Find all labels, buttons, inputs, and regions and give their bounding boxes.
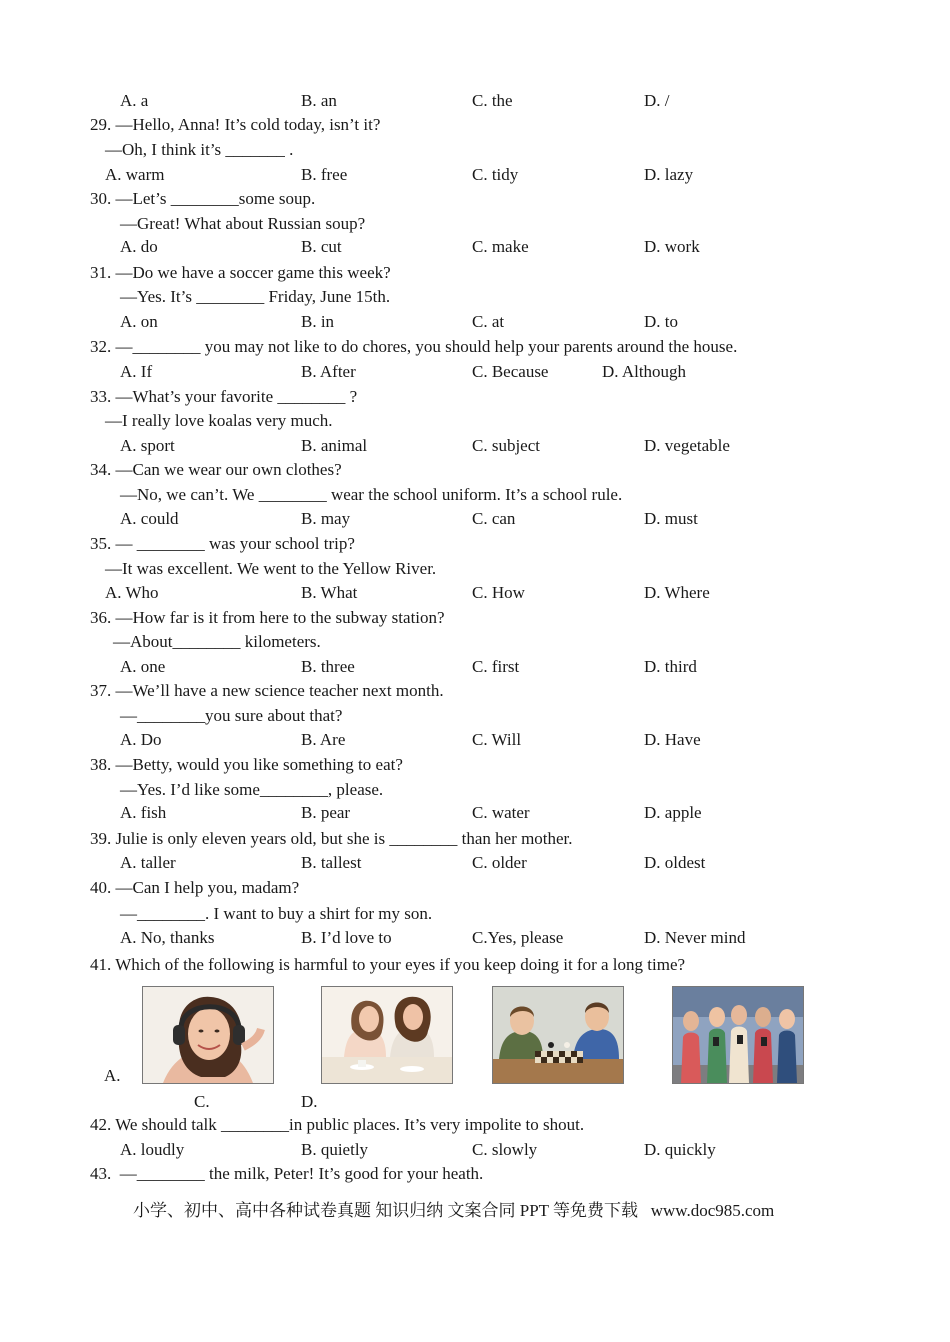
q38-reply: —Yes. I’d like some________, please. bbox=[120, 780, 384, 799]
q29-stem: 29. —Hello, Anna! It’s cold today, isn’t it? bbox=[90, 115, 381, 134]
q34-option-c: C. can bbox=[472, 509, 516, 528]
q30-option-d: D. work bbox=[644, 237, 700, 256]
headphones-photo bbox=[142, 986, 274, 1084]
q38-stem: 38. —Betty, would you like something to eat? bbox=[90, 755, 403, 774]
q34-option-d: D. must bbox=[644, 509, 698, 528]
q35-option-b: B. What bbox=[301, 583, 358, 602]
q41-option-d: D. bbox=[301, 1092, 318, 1111]
q41-option-a: A. bbox=[104, 1066, 121, 1085]
q36-reply: —About________ kilometers. bbox=[113, 632, 321, 651]
q29-option-d: D. lazy bbox=[644, 165, 694, 184]
q40-option-a: A. No, thanks bbox=[120, 928, 215, 947]
q28-option-c: C. the bbox=[472, 91, 513, 110]
phones-crowd-photo bbox=[672, 986, 804, 1084]
q33-option-d: D. vegetable bbox=[644, 436, 730, 455]
q34-option-a: A. could bbox=[120, 509, 179, 528]
q39-option-a: A. taller bbox=[120, 853, 176, 872]
q32-stem: 32. —________ you may not like to do chores, you should help your parents around the house. bbox=[90, 337, 738, 356]
q30-option-c: C. make bbox=[472, 237, 529, 256]
q37-option-d: D. Have bbox=[644, 730, 701, 749]
q33-option-c: C. subject bbox=[472, 436, 540, 455]
q32-option-a: A. If bbox=[120, 362, 153, 381]
q36-option-d: D. third bbox=[644, 657, 697, 676]
q34-option-b: B. may bbox=[301, 509, 351, 528]
q33-option-a: A. sport bbox=[120, 436, 175, 455]
q32-option-c: C. Because bbox=[472, 362, 549, 381]
q31-option-d: D. to bbox=[644, 312, 678, 331]
q40-reply: —________. I want to buy a shirt for my son. bbox=[120, 904, 433, 923]
q34-reply: —No, we can’t. We ________ wear the school uniform. It’s a school rule. bbox=[120, 485, 623, 504]
q42-stem: 42. We should talk ________in public places. It’s very impolite to shout. bbox=[90, 1115, 585, 1134]
q29-reply: —Oh, I think it’s _______ . bbox=[105, 140, 294, 159]
q30-option-a: A. do bbox=[120, 237, 158, 256]
q33-stem: 33. —What’s your favorite ________ ? bbox=[90, 387, 358, 406]
q40-option-c: C.Yes, please bbox=[472, 928, 564, 947]
q41-option-c: C. bbox=[194, 1092, 210, 1111]
q40-stem: 40. —Can I help you, madam? bbox=[90, 878, 300, 897]
q38-option-d: D. apple bbox=[644, 803, 702, 822]
q36-stem: 36. —How far is it from here to the subway station? bbox=[90, 608, 445, 627]
page-footer: 小学、初中、高中各种试卷真题 知识归纳 文案合同 PPT 等免费下载 www.doc985.com bbox=[133, 1201, 775, 1220]
q29-option-a: A. warm bbox=[105, 165, 165, 184]
q38-option-b: B. pear bbox=[301, 803, 351, 822]
q36-option-b: B. three bbox=[301, 657, 355, 676]
q37-option-b: B. Are bbox=[301, 730, 346, 749]
q35-stem: 35. — ________ was your school trip? bbox=[90, 534, 355, 553]
q38-option-c: C. water bbox=[472, 803, 530, 822]
q28-option-a: A. a bbox=[120, 91, 149, 110]
q28-option-d: D. / bbox=[644, 91, 670, 110]
q39-stem: 39. Julie is only eleven years old, but she is ________ than her mother. bbox=[90, 829, 573, 848]
q42-option-a: A. loudly bbox=[120, 1140, 185, 1159]
q31-stem: 31. —Do we have a soccer game this week? bbox=[90, 263, 391, 282]
q37-option-a: A. Do bbox=[120, 730, 162, 749]
q33-option-b: B. animal bbox=[301, 436, 368, 455]
q30-option-b: B. cut bbox=[301, 237, 342, 256]
q29-option-c: C. tidy bbox=[472, 165, 519, 184]
q42-option-c: C. slowly bbox=[472, 1140, 538, 1159]
q40-option-b: B. I’d love to bbox=[301, 928, 392, 947]
q30-stem: 30. —Let’s ________some soup. bbox=[90, 189, 316, 208]
q32-option-b: B. After bbox=[301, 362, 356, 381]
q35-option-c: C. How bbox=[472, 583, 525, 602]
q32-option-d: D. Although bbox=[602, 362, 687, 381]
girls-chatting-photo bbox=[321, 986, 453, 1084]
q37-stem: 37. —We’ll have a new science teacher next month. bbox=[90, 681, 444, 700]
q37-option-c: C. Will bbox=[472, 730, 522, 749]
q31-option-c: C. at bbox=[472, 312, 505, 331]
boys-chess-photo bbox=[492, 986, 624, 1084]
q42-option-b: B. quietly bbox=[301, 1140, 369, 1159]
q37-reply: —________you sure about that? bbox=[120, 706, 343, 725]
q35-option-d: D. Where bbox=[644, 583, 710, 602]
q29-option-b: B. free bbox=[301, 165, 348, 184]
q31-reply: —Yes. It’s ________ Friday, June 15th. bbox=[120, 287, 391, 306]
q39-option-d: D. oldest bbox=[644, 853, 706, 872]
q41-stem: 41. Which of the following is harmful to your eyes if you keep doing it for a long time? bbox=[90, 955, 686, 974]
q39-option-c: C. older bbox=[472, 853, 527, 872]
q38-option-a: A. fish bbox=[120, 803, 167, 822]
q31-option-b: B. in bbox=[301, 312, 335, 331]
q36-option-c: C. first bbox=[472, 657, 520, 676]
q30-reply: —Great! What about Russian soup? bbox=[120, 214, 366, 233]
q42-option-d: D. quickly bbox=[644, 1140, 716, 1159]
q34-stem: 34. —Can we wear our own clothes? bbox=[90, 460, 342, 479]
q35-option-a: A. Who bbox=[105, 583, 159, 602]
q36-option-a: A. one bbox=[120, 657, 166, 676]
q31-option-a: A. on bbox=[120, 312, 158, 331]
q43-stem: 43. —________ the milk, Peter! It’s good for your heath. bbox=[90, 1164, 484, 1183]
q33-reply: —I really love koalas very much. bbox=[105, 411, 333, 430]
q40-option-d: D. Never mind bbox=[644, 928, 746, 947]
q35-reply: —It was excellent. We went to the Yellow River. bbox=[105, 559, 437, 578]
q39-option-b: B. tallest bbox=[301, 853, 362, 872]
q28-option-b: B. an bbox=[301, 91, 337, 110]
